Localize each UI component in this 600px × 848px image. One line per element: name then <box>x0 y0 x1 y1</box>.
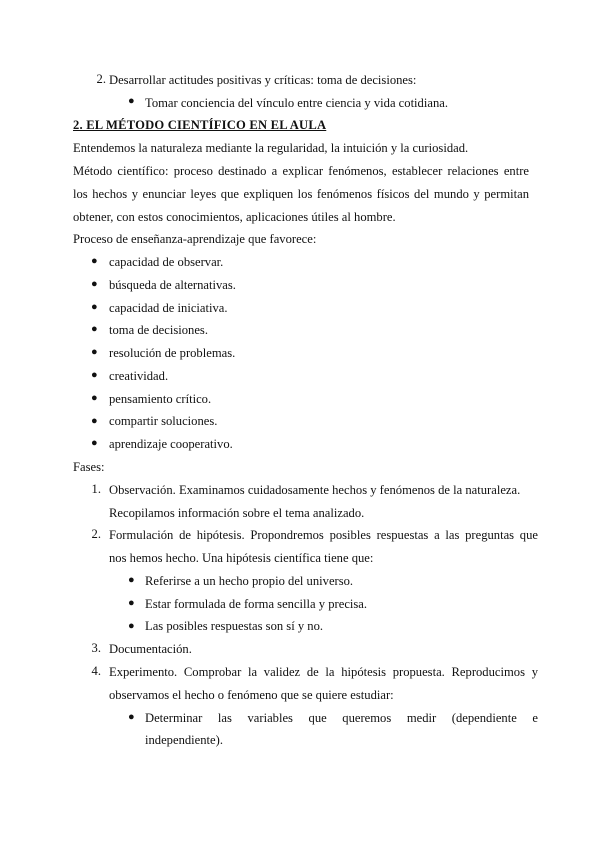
process-item: capacidad de observar. <box>109 255 224 269</box>
process-item: capacidad de iniciativa. <box>109 301 228 315</box>
phase-number: 2. <box>91 527 101 541</box>
phase-line: Formulación de hipótesis. Propondremos posibles respuestas a las preguntas que <box>109 528 538 542</box>
process-item: resolución de problemas. <box>109 346 236 360</box>
bullet-icon: ● <box>91 346 98 358</box>
bullet-icon: ● <box>128 574 135 586</box>
list-number: 2. <box>96 72 106 86</box>
phase-line: Experimento. Comprobar la validez de la hipótesis propuesta. Reproducimos y <box>109 665 538 679</box>
sub-list-item: Estar formulada de forma sencilla y precisa. <box>145 597 368 611</box>
phase-line: observamos el hecho o fenómeno que se quiere estudiar: <box>109 688 394 702</box>
bullet-icon: ● <box>128 620 135 632</box>
phases-label: Fases: <box>73 460 105 474</box>
bullet-icon: ● <box>91 255 98 267</box>
definition-line: los hechos y enunciar leyes que expliquen los fenómenos físicos del mundo y permitan <box>73 187 529 201</box>
sub-list-item: Determinar las variables que queremos medir (dependiente e <box>145 711 538 725</box>
process-label: Proceso de enseñanza-aprendizaje que favorece: <box>73 232 317 246</box>
sub-list-item: Tomar conciencia del vínculo entre ciencia y vida cotidiana. <box>145 96 448 110</box>
list-item-text: Desarrollar actitudes positivas y críticas: toma de decisiones: <box>109 73 417 87</box>
sub-list-item: independiente). <box>145 733 223 747</box>
process-item: toma de decisiones. <box>109 323 208 337</box>
phase-number: 3. <box>91 641 101 655</box>
bullet-icon: ● <box>91 437 98 449</box>
bullet-icon: ● <box>128 95 135 107</box>
bullet-icon: ● <box>128 597 135 609</box>
phase-line: nos hemos hecho. Una hipótesis científica tiene que: <box>109 551 374 565</box>
phase-line: Documentación. <box>109 642 192 656</box>
definition-line: Método científico: proceso destinado a explicar fenómenos, establecer relaciones entre <box>73 164 529 178</box>
process-item: pensamiento crítico. <box>109 392 212 406</box>
process-item: compartir soluciones. <box>109 414 218 428</box>
bullet-icon: ● <box>91 369 98 381</box>
sub-list-item: Referirse a un hecho propio del universo. <box>145 574 354 588</box>
phase-number: 4. <box>91 664 101 678</box>
sub-list-item: Las posibles respuestas son sí y no. <box>145 619 324 633</box>
process-item: aprendizaje cooperativo. <box>109 437 233 451</box>
bullet-icon: ● <box>91 323 98 335</box>
bullet-icon: ● <box>91 392 98 404</box>
bullet-icon: ● <box>91 278 98 290</box>
phase-line: Observación. Examinamos cuidadosamente hechos y fenómenos de la naturaleza. <box>109 483 521 497</box>
bullet-icon: ● <box>91 301 98 313</box>
bullet-icon: ● <box>91 415 98 427</box>
section-heading: 2. EL MÉTODO CIENTÍFICO EN EL AULA <box>73 118 327 132</box>
phase-number: 1. <box>91 482 101 496</box>
process-item: búsqueda de alternativas. <box>109 278 236 292</box>
phase-line: Recopilamos información sobre el tema analizado. <box>109 506 365 520</box>
bullet-icon: ● <box>128 711 135 723</box>
intro-paragraph: Entendemos la naturaleza mediante la regularidad, la intuición y la curiosidad. <box>73 141 469 155</box>
definition-line: obtener, con estos conocimientos, aplicaciones útiles al hombre. <box>73 210 396 224</box>
process-item: creatividad. <box>109 369 169 383</box>
